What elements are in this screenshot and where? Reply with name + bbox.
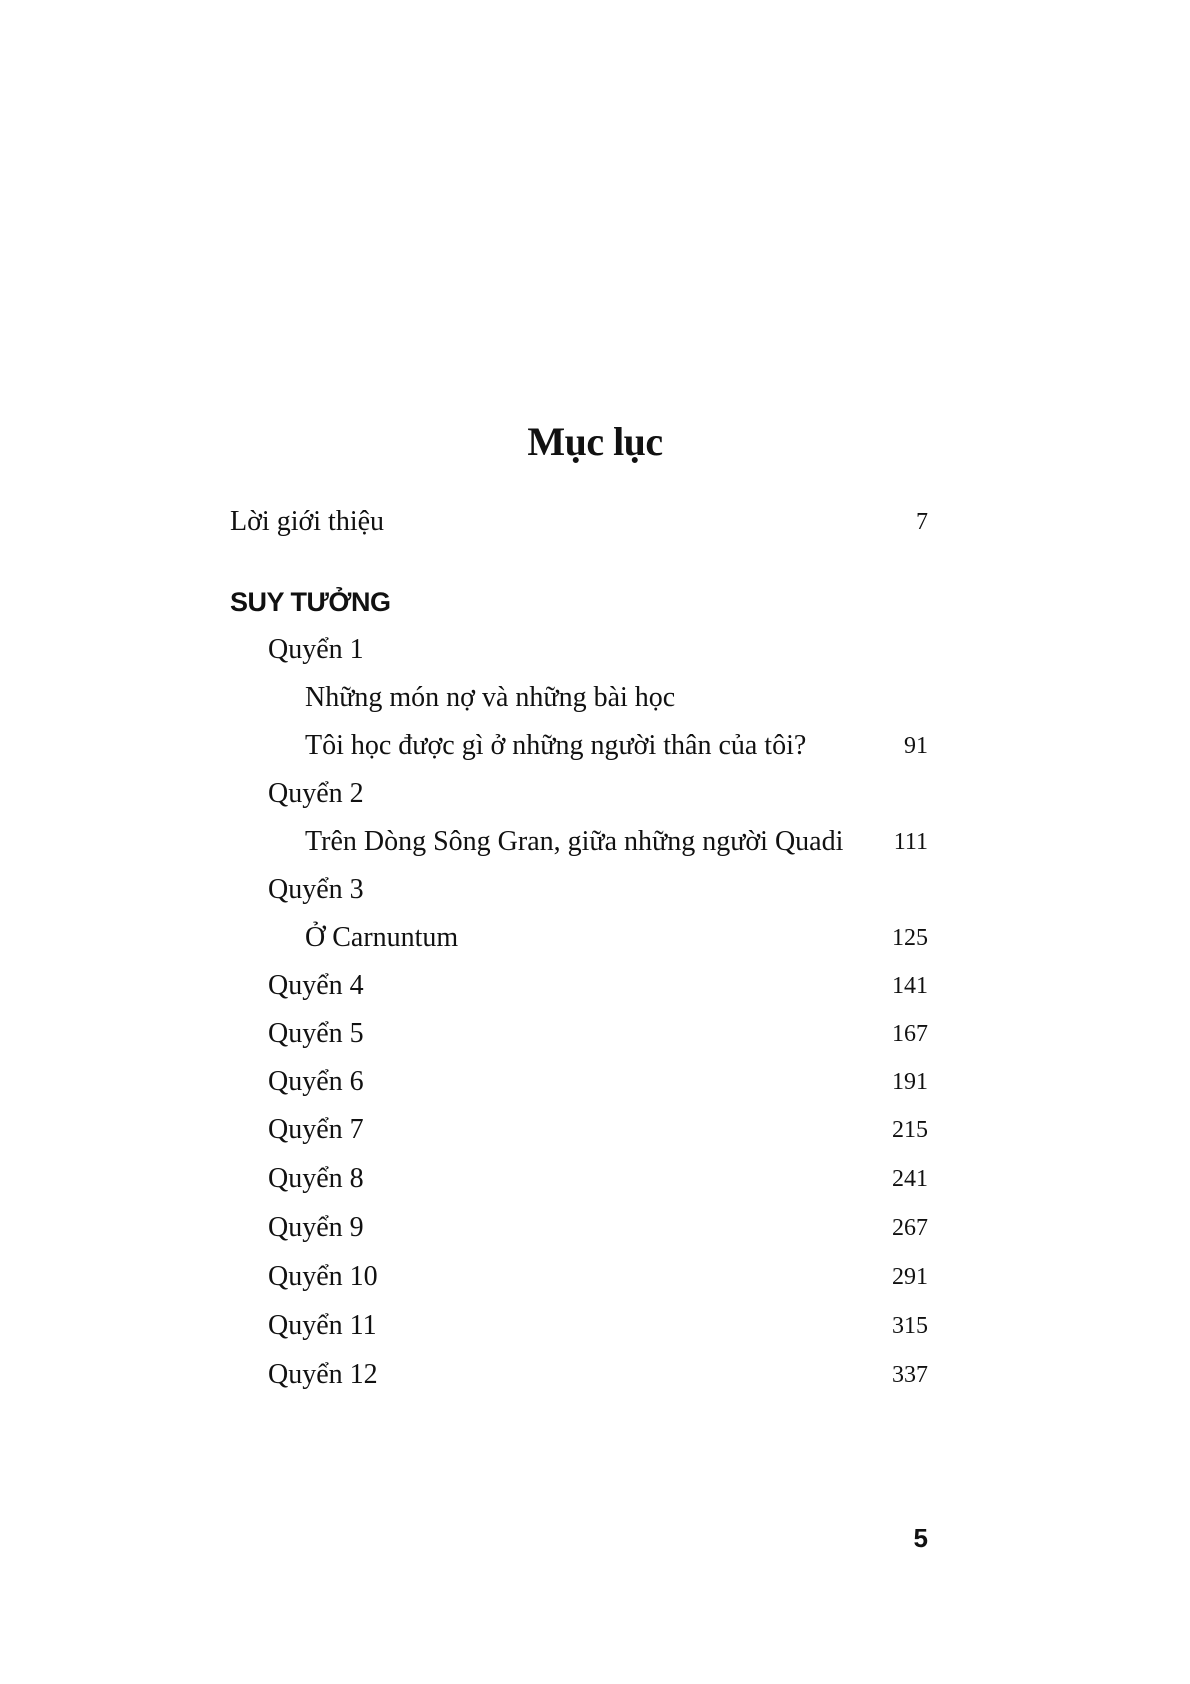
toc-entry-label: Quyển 1: [268, 634, 364, 665]
page-number: 5: [913, 1523, 928, 1553]
toc-entry-page: 241: [892, 1166, 928, 1192]
toc-entry-label: Những món nợ và những bài học: [305, 682, 676, 713]
toc-entry-page: 7: [916, 509, 928, 535]
toc-entry-page: 167: [892, 1021, 928, 1047]
toc-entry-label: Quyển 7: [268, 1114, 364, 1145]
page-title: Mục lục: [527, 419, 663, 464]
toc-entry-label: Quyển 8: [268, 1163, 364, 1194]
toc-entry-page: 141: [892, 973, 928, 999]
toc-entry-label: Quyển 2: [268, 778, 364, 809]
toc-entry-label: Trên Dòng Sông Gran, giữa những người Quadi: [305, 826, 844, 857]
toc-entry-label: Lời giới thiệu: [230, 506, 385, 537]
toc-entry-label: Quyển 4: [268, 970, 364, 1001]
toc-entry-label: Quyển 10: [268, 1261, 378, 1292]
toc-entry-label: Tôi học được gì ở những người thân của tôi?: [305, 730, 807, 761]
toc-entry-page: 267: [892, 1215, 928, 1241]
toc-entry-label: Quyển 12: [268, 1359, 378, 1390]
toc-entry-page: 91: [904, 733, 928, 759]
toc-entry-page: 191: [892, 1069, 928, 1095]
toc-entry-page: 337: [892, 1362, 928, 1388]
toc-entry-page: 125: [892, 925, 928, 951]
toc-entry-page: 111: [893, 829, 928, 855]
toc-entry-label: Quyển 6: [268, 1066, 364, 1097]
toc-entry-label: Ở Carnuntum: [305, 922, 459, 953]
toc-entry-label: Quyển 11: [268, 1310, 377, 1341]
toc-entry-page: 291: [892, 1264, 928, 1290]
toc-entry-label: Quyển 3: [268, 874, 364, 905]
toc-entry-label: Quyển 9: [268, 1212, 364, 1243]
toc-entry-page: 315: [892, 1313, 928, 1339]
toc-entry-label: Quyển 5: [268, 1018, 364, 1049]
toc-entry-page: 215: [892, 1117, 928, 1143]
section-heading: SUY TƯỞNG: [230, 587, 391, 617]
